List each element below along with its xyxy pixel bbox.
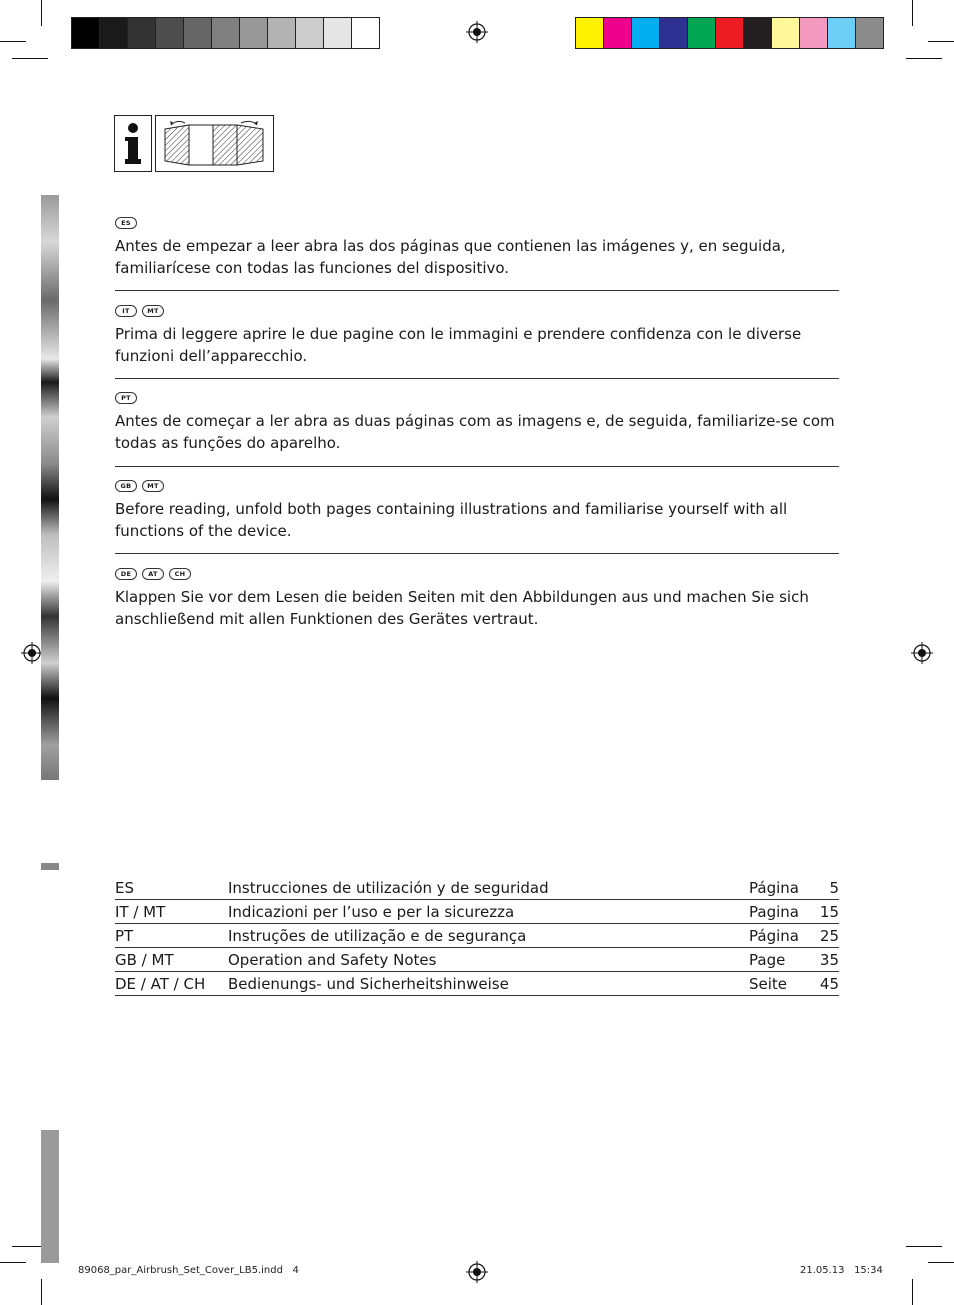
language-badge: IT [115,305,137,317]
toc-language: ES [115,878,134,897]
color-swatch [828,18,856,48]
section-text: Antes de empezar a leer abra las dos páginas que contienen las imágenes y, en seguida, familiarícese con todas las funciones del dispositivo. [115,237,786,277]
toc-language: PT [115,926,134,945]
toc-language: IT / MT [115,902,166,921]
section-pt [115,392,839,454]
language-badge: CH [169,568,191,580]
divider [115,466,839,467]
toc-title: Indicazioni per l’uso e per la sicurezza [228,902,515,921]
crop-mark [0,1262,26,1263]
icon-row [114,115,274,172]
info-icon-box [114,115,152,172]
toc-page-number: 15 [819,902,839,921]
toc-page-label: Pagina [749,902,799,921]
language-badge: PT [115,392,137,404]
color-swatch [800,18,828,48]
cover-edge-bar [41,1130,59,1263]
crop-mark [906,58,942,59]
crop-mark [41,0,42,26]
crop-mark [906,1246,942,1247]
color-swatch [156,18,184,48]
color-swatch [604,18,632,48]
language-badge: MT [142,305,164,317]
registration-mark-icon [21,642,43,664]
color-swatch [100,18,128,48]
color-swatch [716,18,744,48]
toc-title: Instruções de utilização e de segurança [228,926,527,945]
section-de-at-ch [115,568,839,630]
toc-row-it-mt[interactable] [115,900,839,924]
language-badge: ES [115,217,137,229]
toc-page-number: 45 [819,974,839,993]
divider [115,553,839,554]
divider [115,290,839,291]
registration-mark-icon [911,642,933,664]
color-swatch [772,18,800,48]
toc-language: DE / AT / CH [115,974,206,993]
toc-title: Bedienungs- und Sicherheitshinweise [228,974,509,993]
color-swatch [632,18,660,48]
language-badges [115,392,839,404]
color-swatch [688,18,716,48]
language-badges [115,568,839,580]
crop-mark [912,0,913,26]
language-badge: AT [142,568,164,580]
color-swatch [856,18,883,48]
cover-edge-tab [41,863,59,870]
language-badges [115,305,839,317]
unfold-pages-icon-box [155,115,274,172]
language-badge: MT [142,480,164,492]
divider [115,378,839,379]
toc-page-number: 25 [819,926,839,945]
color-swatch [352,18,379,48]
language-badge: DE [115,568,137,580]
color-swatch [128,18,156,48]
toc-page-label: Page [749,950,786,969]
toc-page-label: Seite [749,974,788,993]
toc-page-number: 35 [819,950,839,969]
registration-mark-icon [466,21,488,43]
color-swatch [240,18,268,48]
color-swatch [72,18,100,48]
color-swatch [324,18,352,48]
color-swatch [660,18,688,48]
cover-edge-image [41,195,59,780]
color-swatch [184,18,212,48]
footer-date-time: 21.05.13 15:34 [800,1265,883,1276]
footer-file-name: 89068_par_Airbrush_Set_Cover_LB5.indd 4 [78,1265,299,1276]
unfold-pages-icon [163,119,267,169]
section-text: Before reading, unfold both pages containing illustrations and familiarise yourself with all functions of the device. [115,500,788,540]
language-badges [115,217,839,229]
toc-row-es[interactable] [115,876,839,900]
toc-language: GB / MT [115,950,174,969]
registration-mark-icon [466,1261,488,1283]
toc-title: Instrucciones de utilización y de seguridad [228,878,549,897]
color-swatch [212,18,240,48]
section-text: Prima di leggere aprire le due pagine con le immagini e prendere confidenza con le diverse funzioni dell’apparecchio. [115,325,802,365]
crop-mark [912,1279,913,1305]
language-badges [115,480,839,492]
toc-row-de-at-ch[interactable] [115,972,839,996]
toc-title: Operation and Safety Notes [228,950,437,969]
crop-mark [0,41,26,42]
toc-row-gb-mt[interactable] [115,948,839,972]
language-badge: GB [115,480,137,492]
section-text: Klappen Sie vor dem Lesen die beiden Seiten mit den Abbildungen aus und machen Sie sich anschließend mit allen Funktionen des Gerätes vertraut. [115,588,809,628]
process-color-bar [575,17,884,49]
info-icon [123,121,143,167]
color-swatch [744,18,772,48]
toc-row-pt[interactable] [115,924,839,948]
section-it-mt [115,305,839,367]
section-text: Antes de começar a ler abra as duas páginas com as imagens e, de seguida, familiarize-se com todas as funções do aparelho. [115,412,835,452]
toc-page-number: 5 [829,878,839,897]
table-of-contents [115,876,839,996]
section-gb-mt [115,480,839,542]
crop-mark [41,1279,42,1305]
toc-page-label: Página [749,878,799,897]
color-swatch [576,18,604,48]
crop-mark [12,58,48,59]
section-es [115,217,839,279]
crop-mark [928,1262,954,1263]
grayscale-color-bar [71,17,380,49]
crop-mark [928,41,954,42]
color-swatch [296,18,324,48]
color-swatch [268,18,296,48]
toc-page-label: Página [749,926,799,945]
